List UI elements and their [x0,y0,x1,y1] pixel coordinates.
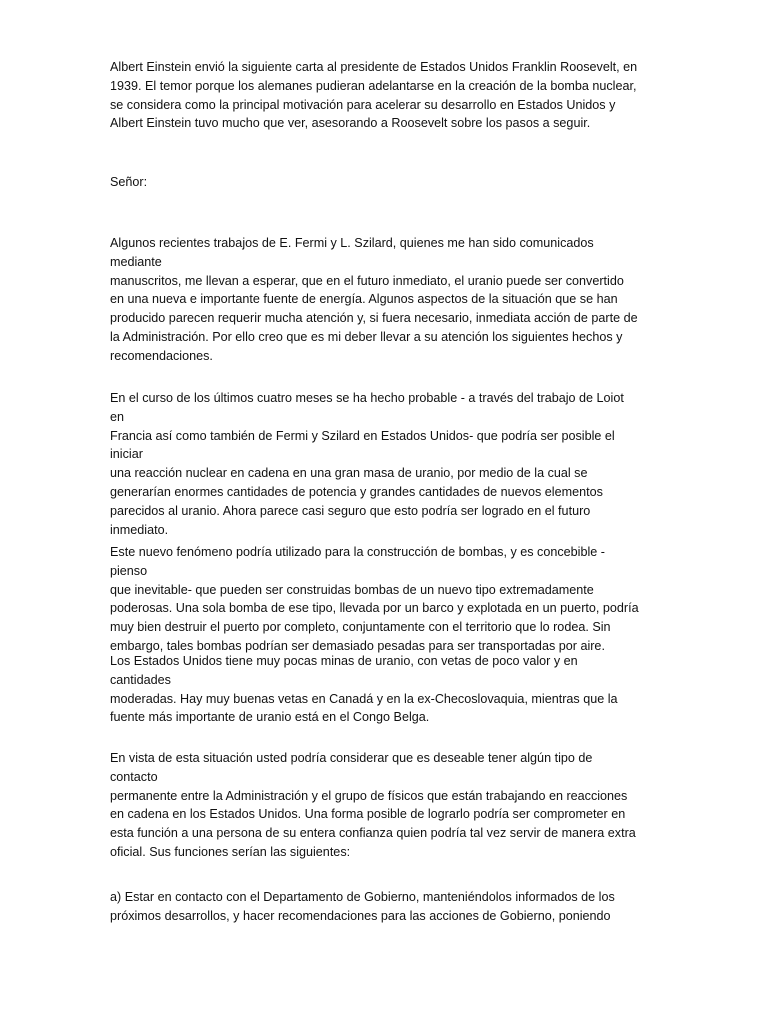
body-paragraph: Algunos recientes trabajos de E. Fermi y L. Szilard, quienes me han sido comunicados mediante manuscritos, me llevan a esperar, que en el futuro inmediato, el uranio puede ser convertido en una nueva e importante fuente de energía. Algunos aspectos de la situación que se han producido parecen requerir mucha atención y, si fuera necesario, inmediata acción de parte de la Administración. Por ello creo que es mi deber llevar a su atención los siguientes hechos y recomendaciones. [110,236,638,363]
body-paragraph: En el curso de los últimos cuatro meses se ha hecho probable - a través del trabajo de Loiot en Francia así como también de Fermi y Szilard en Estados Unidos- que podría ser posible el iniciar una reacción nuclear en cadena en una gran masa de uranio, por medio de la cual se generarían enormes cantidades de potencia y grandes cantidades de nuevos elementos parecidos al uranio. Ahora parece casi seguro que esto podría ser logrado en el futuro inmediato. [110,391,624,537]
body-paragraph: En vista de esta situación usted podría considerar que es deseable tener algún tipo de contacto permanente entre la Administración y el grupo de físicos que están trabajando en reacciones en cadena en los Estados Unidos. Una forma posible de lograrlo podría ser comprometer en esta función a una persona de su entera confianza quien podría tal vez servir de manera extra oficial. Sus funciones serían las siguientes: [110,751,636,859]
salutation: Señor: [110,175,148,189]
intro-paragraph: Albert Einstein envió la siguiente carta al presidente de Estados Unidos Franklin Roosevelt, en 1939. El temor porque los alemanes pudieran adelantarse en la creación de la bomba nuclear, se considera como la principal motivación para acelerar su desarrollo en Estados Unidos y Albert Einstein tuvo mucho que ver, asesorando a Roosevelt sobre los pasos a seguir. [110,60,638,131]
body-paragraph: Este nuevo fenómeno podría utilizado para la construcción de bombas, y es concebible - pienso que inevitable- que pueden ser construidas bombas de un nuevo tipo extremadamente poderosas. Una sola bomba de ese tipo, llevada por un barco y explotada en un puerto, podría muy bien destruir el puerto por completo, conjuntamente con el territorio que lo rodea. Sin embargo, tales bombas podrían ser demasiado pesadas para ser transportadas por aire. [110,545,639,653]
body-paragraph: Los Estados Unidos tiene muy pocas minas de uranio, con vetas de poco valor y en cantidades moderadas. Hay muy buenas vetas en Canadá y en la ex-Checoslovaquia, mientras que la fuente más importante de uranio está en el Congo Belga. [110,654,618,725]
list-item-paragraph: a) Estar en contacto con el Departamento de Gobierno, manteniéndolos informados de los próximos desarrollos, y hacer recomendaciones para las acciones de Gobierno, poniendo [110,890,615,923]
